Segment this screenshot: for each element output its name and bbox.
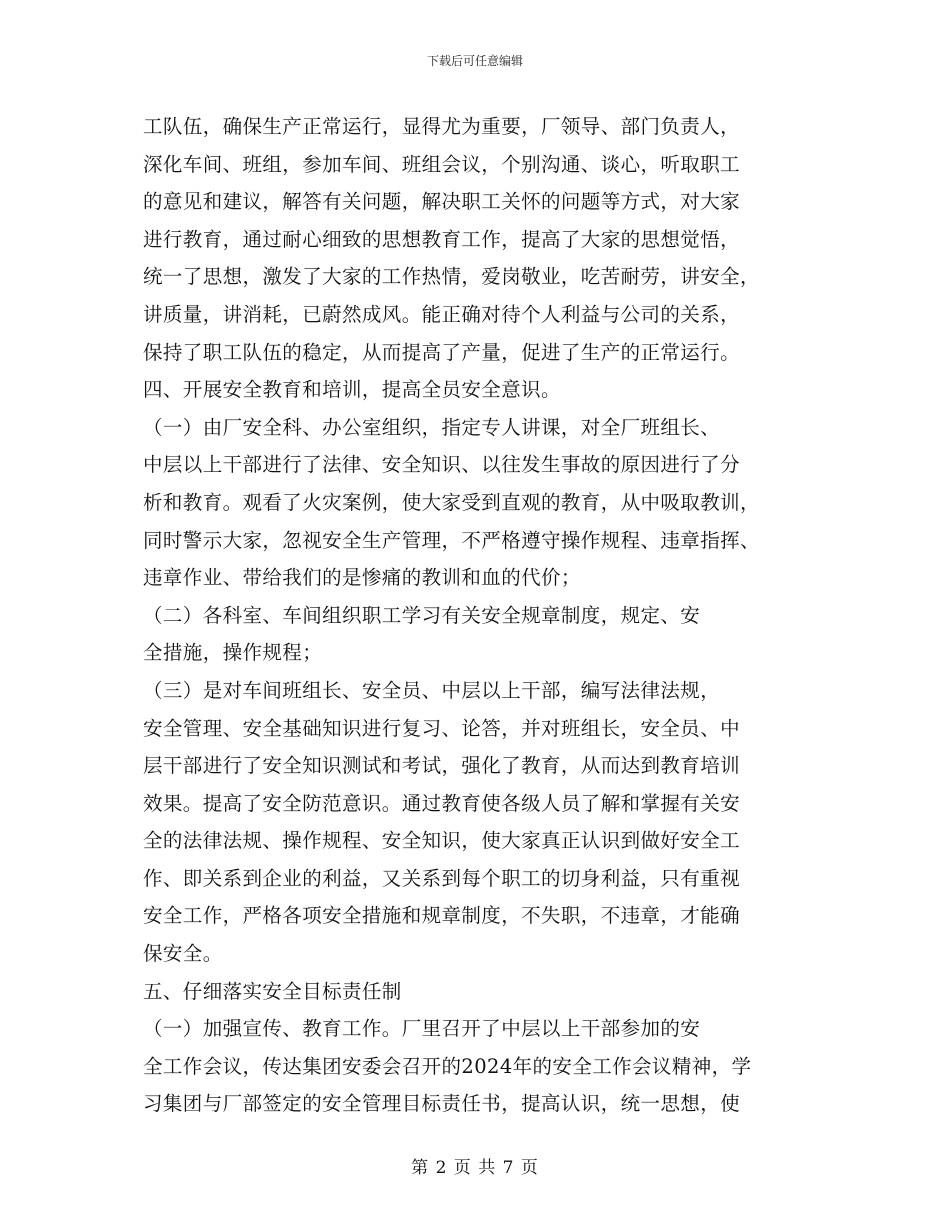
text-line: 全措施，操作规程； (143, 641, 323, 665)
text-line: 同时警示大家，忽视安全生产管理，不严格遵守操作规程、违章指挥、 (143, 528, 760, 552)
body-text (143, 108, 808, 1123)
text-line: 统一了思想，激发了大家的工作热情，爱岗敬业，吃苦耐劳，讲安全， (143, 265, 760, 289)
text-line: （一）由厂安全科、办公室组织，指定专人讲课，对全厂班组长、 (143, 415, 721, 439)
text-line: 保安全。 (143, 942, 223, 966)
text-line: 保持了职工队伍的稳定，从而提高了产量，促进了生产的正常运行。 (143, 340, 741, 364)
page-header: 下载后可任意编辑 (426, 54, 523, 68)
text-line: 深化车间、班组，参加车间、班组会议，个别沟通、谈心，听取职工 (143, 152, 741, 176)
text-line: 安全管理、安全基础知识进行复习、论答，并对班组长，安全员、中 (143, 716, 741, 740)
text-line: 安全工作，严格各项安全措施和规章制度，不失职，不违章，才能确 (143, 904, 741, 928)
text-line: 层干部进行了安全知识测试和考试，强化了教育，从而达到教育培训 (143, 754, 741, 778)
text-line: 效果。提高了安全防范意识。通过教育使各级人员了解和掌握有关安 (143, 791, 741, 815)
section-heading: 四、开展安全教育和培训，提高全员安全意识。 (143, 378, 561, 402)
text-line: 违章作业、带给我们的是惨痛的教训和血的代价； (143, 566, 581, 590)
text-line: （一）加强宣传、教育工作。厂里召开了中层以上干部参加的安 (143, 1017, 701, 1041)
page-number: 第 2 页 共 7 页 (411, 1158, 539, 1178)
text-line: （二）各科室、车间组织职工学习有关安全规章制度，规定、安 (143, 603, 701, 627)
text-line: 的意见和建议，解答有关问题，解决职工关怀的问题等方式，对大家 (143, 190, 741, 214)
text-line: （三）是对车间班组长、安全员、中层以上干部，编写法律法规， (143, 678, 721, 702)
text-line: 习集团与厂部签定的安全管理目标责任书，提高认识，统一思想，使 (143, 1092, 741, 1116)
text-line: 全的法律法规、操作规程、安全知识，使大家真正认识到做好安全工 (143, 829, 741, 853)
text-line: 作、即关系到企业的利益，又关系到每个职工的切身利益，只有重视 (143, 866, 741, 890)
text-line: 工队伍，确保生产正常运行，显得尤为重要，厂领导、部门负责人， (143, 115, 741, 138)
section-heading: 五、仔细落实安全目标责任制 (143, 979, 402, 1003)
text-line: 进行教育，通过耐心细致的思想教育工作，提高了大家的思想觉悟， (143, 227, 741, 251)
text-line: 全工作会议，传达集团安委会召开的2024年的安全工作会议精神，学 (143, 1054, 752, 1078)
text-line: 中层以上干部进行了法律、安全知识、以往发生事故的原因进行了分 (143, 453, 741, 477)
text-line: 讲质量，讲消耗，已蔚然成风。能正确对待个人利益与公司的关系， (143, 302, 741, 326)
text-line: 析和教育。观看了火灾案例，使大家受到直观的教育，从中吸取教训， (143, 490, 760, 514)
